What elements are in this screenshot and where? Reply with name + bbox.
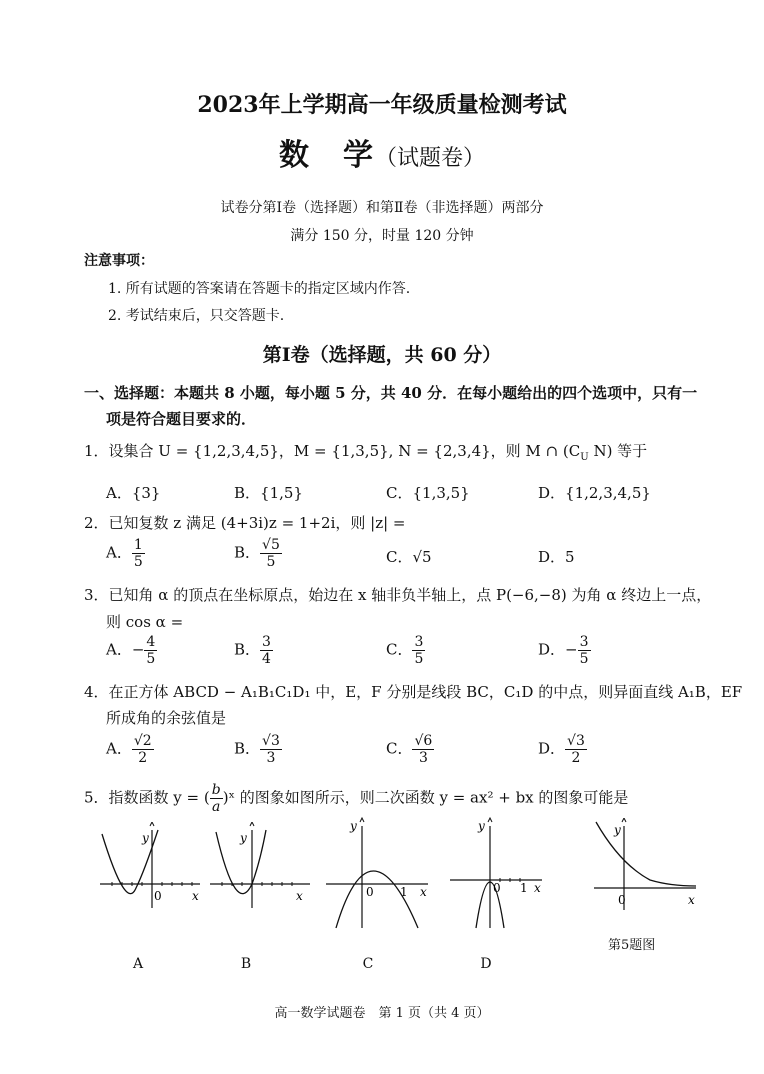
notice-item-1: 1. 所有试题的答案请在答题卡的指定区域内作答. [108,281,411,297]
q2-option-c: C．√5 [386,548,432,566]
q3-c-label: C． [386,640,413,659]
part-instructions-line1: 一、选择题：本题共 8 小题，每小题 5 分，共 40 分．在每小题给出的四个选项中，只有一 [84,384,698,402]
question-3-stem: 3．已知角 α 的顶点在坐标原点，始边在 x 轴非负半轴上，点 P(−6,−8) 为角 α 终边上一点， [84,586,712,604]
q3-b-num: 3 [262,634,271,650]
notice-item-2: 2. 考试结束后，只交答题卡. [108,308,285,324]
q3-d-num: 3 [579,634,589,650]
q3-b-den: 4 [262,651,271,667]
q4-c-fraction [412,733,434,766]
graph-b [206,822,316,912]
q1-stem-text: 1．设集合 U = {1,2,3,4,5}，M = {1,3,5}, N = {2,3,4}，则 M ∩ (C [84,442,581,460]
figure-exponential [590,818,702,914]
q4-d-label: D． [538,739,566,758]
question-3-stem-2: 则 cos α = [106,613,184,631]
q3-c-den: 5 [414,651,424,667]
graph-b-y-label: y [240,831,247,845]
graph-a [96,822,206,912]
notice-heading: 注意事项： [84,253,154,269]
question-1-stem [84,440,647,463]
section-title: 第Ⅰ卷（选择题，共 60 分） [262,344,502,366]
q4-d-den: 2 [571,750,581,766]
q4-b-den: 3 [266,750,276,766]
q2-a-label: A． [106,543,132,562]
q4-option-b [234,733,282,766]
fig-origin: 0 [618,893,626,907]
q1-option-d: D．{1,2,3,4,5} [538,484,651,502]
q1-stem-end: N) 等于 [588,442,648,460]
graph-c-y-label: y [350,819,357,833]
q4-option-c [386,733,434,766]
exam-score-time: 满分 150 分，时量 120 分钟 [290,228,474,244]
graph-c-origin: 0 [366,885,374,899]
question-4-stem: 4．在正方体 ABCD − A₁B₁C₁D₁ 中，E，F 分别是线段 BC，C₁D 的中点，则异面直线 A₁B，EF [84,683,743,701]
q3-option-b [234,634,273,667]
q2-b-label: B． [234,543,261,562]
graph-c-curve [336,871,418,928]
q3-option-c [386,634,425,667]
q2-b-den: 5 [266,554,276,570]
q4-b-num: √3 [262,733,280,749]
q5-stem-post: )ˣ 的图象如图所示，则二次函数 y = ax² + bx 的图象可能是 [222,788,629,807]
q4-d-fraction [565,733,587,766]
q2-a-fraction [132,537,145,570]
q5-stem-den: a [212,799,221,815]
graph-d-origin: 0 [493,881,501,895]
q4-c-num: √6 [414,733,433,749]
subject-name: 数 学 [278,138,375,173]
q3-b-label: B． [234,640,261,659]
q2-option-a [106,537,145,570]
q2-b-fraction [260,537,282,570]
q2-b-num: √5 [262,537,280,553]
q3-a-label: A．− [106,640,145,659]
q3-c-num: 3 [414,634,424,650]
graph-d-y-arrow [488,818,492,822]
q4-d-num: √3 [567,733,585,749]
q4-c-den: 3 [418,750,428,766]
q3-b-fraction [260,634,273,667]
graph-c [322,816,434,932]
fig-y-label: y [614,823,621,837]
q5-stem-fraction [210,782,223,815]
q4-c-label: C． [386,739,413,758]
fig-x-label: x [688,893,695,907]
question-2-stem: 2．已知复数 z 满足 (4+3i)z = 1+2i，则 |z| = [84,514,406,532]
q3-a-den: 5 [146,651,156,667]
q5-stem-num: b [211,782,221,798]
graph-a-y-arrow [150,822,154,826]
q3-c-fraction [412,634,425,667]
q4-a-den: 2 [138,750,148,766]
question-4-stem-2: 所成角的余弦值是 [106,709,227,727]
q2-a-num: 1 [133,537,143,553]
exam-title: 2023年上学期高一年级质量检测考试 [197,92,567,118]
q1-stem-sub: U [580,452,589,463]
figure-caption: 第5题图 [608,938,656,953]
graph-b-y-arrow [250,822,254,826]
graph-d-x-label: x [534,881,541,895]
graph-a-y-label: y [142,831,149,845]
q4-b-label: B． [234,739,261,758]
q4-option-d [538,733,587,766]
q2-option-d: D．5 [538,548,575,566]
graph-c-y-arrow [360,818,364,822]
q4-a-num: √2 [133,733,152,749]
q2-option-b [234,537,282,570]
subject-title [0,130,764,174]
q3-option-a [106,634,157,667]
q4-a-fraction [132,733,154,766]
fig-exp-curve [596,822,696,886]
graph-c-label: C [362,956,374,972]
q1-option-a: A．{3} [106,484,161,502]
graph-b-label: B [240,956,252,972]
q3-d-den: 5 [579,651,589,667]
graph-d-one: 1 [520,881,528,895]
q3-a-fraction [144,634,157,667]
q1-option-c: C．{1,3,5} [386,484,470,502]
graph-a-label: A [132,956,144,972]
graph-b-x-label: x [296,889,303,903]
question-5-stem [84,782,628,815]
exam-description: 试卷分第Ⅰ卷（选择题）和第Ⅱ卷（非选择题）两部分 [220,200,544,216]
q1-option-b: B．{1,5} [234,484,303,502]
subject-subtitle: （试题卷） [374,146,485,171]
q3-d-label: D．− [538,640,578,659]
q2-a-den: 5 [133,554,143,570]
q3-option-d [538,634,591,667]
page-footer: 高一数学试题卷 第 1 页（共 4 页） [274,1006,490,1021]
graph-c-one: 1 [400,885,408,899]
graph-c-x-label: x [420,885,427,899]
q4-b-fraction [260,733,282,766]
graph-d [446,816,550,932]
q5-stem-pre: 5．指数函数 y = ( [84,788,210,807]
graph-a-origin: 0 [154,889,162,903]
graph-d-y-label: y [478,819,485,833]
q3-d-fraction [578,634,591,667]
part-instructions-line2: 项是符合题目要求的． [106,410,257,428]
q4-a-label: A． [106,739,132,758]
q4-option-a [106,733,154,766]
graph-d-label: D [480,956,492,972]
fig-y-arrow [622,818,626,822]
graph-a-x-label: x [192,889,199,903]
q3-a-num: 4 [146,634,156,650]
